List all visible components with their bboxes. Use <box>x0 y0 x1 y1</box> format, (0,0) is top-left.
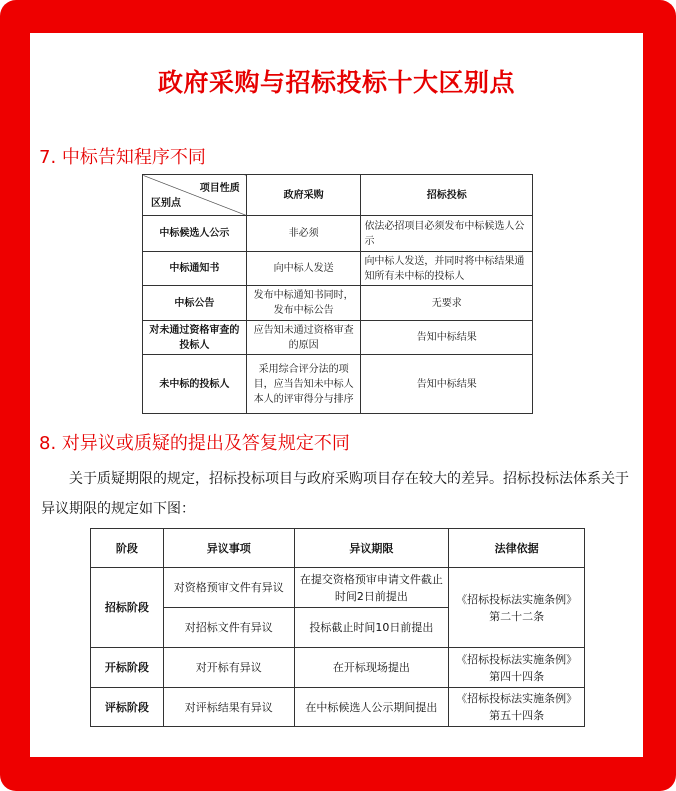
cell-bid: 依法必招项目必须发布中标候选人公示 <box>361 216 533 252</box>
section-7-heading: 7. 中标告知程序不同 <box>39 147 206 168</box>
section-8-paragraph <box>41 464 641 524</box>
col-header-gov: 政府采购 <box>246 175 361 216</box>
table-header-row <box>143 175 533 216</box>
col-header-bid: 招标投标 <box>361 175 533 216</box>
cell-matter: 对评标结果有异议 <box>163 688 294 727</box>
row-label: 中标公告 <box>143 286 247 321</box>
cell-bid: 告知中标结果 <box>361 321 533 355</box>
row-label: 未中标的投标人 <box>143 355 247 414</box>
content-panel <box>30 33 643 757</box>
table-row <box>91 648 585 688</box>
cell-matter: 对招标文件有异议 <box>163 608 294 648</box>
section-8-heading: 8. 对异议或质疑的提出及答复规定不同 <box>39 433 350 454</box>
table-row <box>143 355 533 414</box>
cell-bid: 告知中标结果 <box>361 355 533 414</box>
cell-matter: 对开标有异议 <box>163 648 294 688</box>
cell-period: 在提交资格预审申请文件截止时间2日前提出 <box>294 568 449 608</box>
row-label: 中标通知书 <box>143 252 247 286</box>
table-row <box>143 286 533 321</box>
col-header-stage: 阶段 <box>91 529 164 568</box>
stage-label: 招标阶段 <box>91 568 164 648</box>
table-row <box>91 688 585 727</box>
col-header-basis: 法律依据 <box>449 529 585 568</box>
cell-period: 在中标候选人公示期间提出 <box>294 688 449 727</box>
cell-gov: 非必须 <box>246 216 361 252</box>
table-row <box>143 216 533 252</box>
cell-period: 在开标现场提出 <box>294 648 449 688</box>
cell-period: 投标截止时间10日前提出 <box>294 608 449 648</box>
cell-bid: 无要求 <box>361 286 533 321</box>
cell-basis: 《招标投标法实施条例》第四十四条 <box>449 648 585 688</box>
col-header-period: 异议期限 <box>294 529 449 568</box>
cell-gov: 应告知未通过资格审查的原因 <box>246 321 361 355</box>
row-label: 中标候选人公示 <box>143 216 247 252</box>
diag-top-label: 项目性质 <box>199 183 240 194</box>
diagonal-header-cell <box>143 175 247 216</box>
notification-comparison-table <box>142 174 533 414</box>
page-title: 政府采购与招标投标十大区别点 <box>157 68 515 97</box>
cell-bid: 向中标人发送，并同时将中标结果通知所有未中标的投标人 <box>361 252 533 286</box>
cell-gov: 向中标人发送 <box>246 252 361 286</box>
cell-basis: 《招标投标法实施条例》第五十四条 <box>449 688 585 727</box>
table-header-row <box>91 529 585 568</box>
table-row <box>143 321 533 355</box>
diag-bottom-label: 区别点 <box>151 198 181 209</box>
cell-gov: 采用综合评分法的项目，应当告知未中标人本人的评审得分与排序 <box>246 355 361 414</box>
col-header-matter: 异议事项 <box>163 529 294 568</box>
table-row <box>143 252 533 286</box>
row-label: 对未通过资格审查的投标人 <box>143 321 247 355</box>
stage-label: 评标阶段 <box>91 688 164 727</box>
objection-period-table <box>90 528 585 727</box>
stage-label: 开标阶段 <box>91 648 164 688</box>
cell-matter: 对资格预审文件有异议 <box>163 568 294 608</box>
cell-gov: 发布中标通知书同时，发布中标公告 <box>246 286 361 321</box>
cell-basis: 《招标投标法实施条例》第二十二条 <box>449 568 585 648</box>
paragraph-text: 关于质疑期限的规定，招标投标项目与政府采购项目存在较大的差异。招标投标法体系关于异议期限的规定如下图： <box>41 471 629 517</box>
table-row <box>91 568 585 608</box>
